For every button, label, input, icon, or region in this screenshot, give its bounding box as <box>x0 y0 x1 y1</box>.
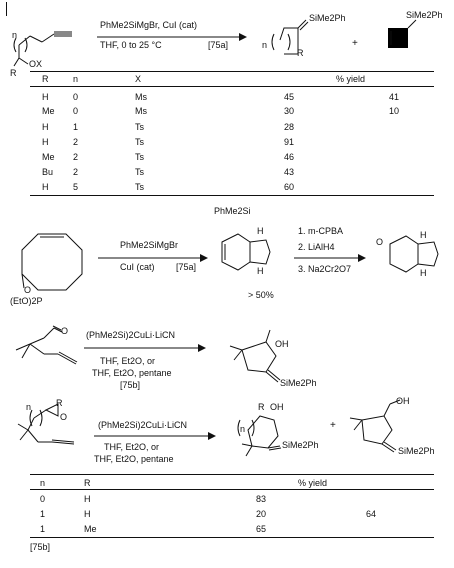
table1-cell-r: H <box>42 122 49 132</box>
scheme4-substrate-structure <box>8 400 98 460</box>
table1-cell-n: 2 <box>73 167 79 177</box>
table1-header-n: n <box>73 74 79 84</box>
table1-cell-x: Ts <box>135 182 144 192</box>
table1-cell-x: Ts <box>135 137 144 147</box>
scheme2-product-h1: H <box>257 226 264 236</box>
scheme4-substrate-n: n <box>26 402 32 412</box>
scheme1-product2-structure <box>384 20 424 60</box>
scheme2-substrate-eto: (EtO)2P <box>10 296 43 306</box>
table2-cell-r: H <box>84 509 91 519</box>
scheme2-reagent: PhMe2SiMgBr <box>120 240 179 250</box>
table2-cell-n: 1 <box>40 524 46 534</box>
table2-cell-n: 1 <box>40 509 46 519</box>
table1-cell-yield1: 43 <box>284 167 295 177</box>
scheme1-ref: [75a] <box>208 40 229 50</box>
scheme2-final-o: O <box>376 237 384 247</box>
table1-cell-yield1: 45 <box>284 92 295 102</box>
table1-header-r: R <box>42 74 49 84</box>
scheme4-product1-n: n <box>240 424 246 434</box>
scheme1-product1-n: n <box>262 40 268 50</box>
scheme4-substrate-r: R <box>56 398 63 408</box>
scheme2-ref: [75a] <box>176 262 197 272</box>
scheme4-product2-si: SiMe2Ph <box>398 446 435 456</box>
table1-cell-yield1: 91 <box>284 137 295 147</box>
table2-header-rule <box>30 489 434 490</box>
scheme3-substrate-structure <box>6 320 91 385</box>
scheme4-cond-1: THF, Et2O, or <box>104 442 160 452</box>
table1-cell-n: 2 <box>73 137 79 147</box>
scheme2-step-1: 1. m-CPBA <box>298 226 344 236</box>
table2-header-yield: % yield <box>298 478 328 488</box>
table2-cell-r: H <box>84 494 91 504</box>
scheme4-ref: [75b] <box>30 542 51 552</box>
scheme3-substrate-o: O <box>61 326 69 336</box>
table1-cell-x: Ts <box>135 152 144 162</box>
table1-cell-r: H <box>42 92 49 102</box>
table1-header-x: X <box>135 74 142 84</box>
table2-cell-r: Me <box>84 524 97 534</box>
table1-bottom-rule <box>30 195 434 196</box>
scheme1-plus: + <box>352 38 358 49</box>
scheme4-arrow <box>94 432 216 440</box>
scheme4-product1-oh: OH <box>270 402 284 412</box>
scheme1-substrate-ox: OX <box>29 59 43 69</box>
table1-cell-yield1: 30 <box>284 106 295 116</box>
table1-cell-x: Ms <box>135 106 147 116</box>
table2-top-rule <box>30 474 434 475</box>
scheme3-reagent: (PhMe2Si)2CuLi·LiCN <box>86 330 176 340</box>
scheme2-step-2: 2. LiAlH4 <box>298 242 335 252</box>
scheme3-cond-1: THF, Et2O, or <box>100 356 156 366</box>
table2-cell-n: 0 <box>40 494 46 504</box>
scheme2-yield: > 50% <box>248 290 274 300</box>
table1-header-yield: % yield <box>336 74 366 84</box>
table1-cell-x: Ms <box>135 92 147 102</box>
table1-cell-yield1: 60 <box>284 182 295 192</box>
table1-cell-x: Ts <box>135 122 144 132</box>
scheme2-arrow-2 <box>294 254 366 262</box>
table1-cell-yield1: 46 <box>284 152 295 162</box>
scheme4-substrate-o: O <box>60 412 68 422</box>
scheme3-arrow <box>84 344 206 352</box>
table1-cell-n: 2 <box>73 152 79 162</box>
scheme1-reagent: PhMe2SiMgBr, CuI (cat) <box>100 20 198 30</box>
scheme2-final-h1: H <box>420 230 427 240</box>
table1-cell-r: H <box>42 137 49 147</box>
scheme2-substrate-o: O <box>24 285 32 295</box>
scheme3-product-si: SiMe2Ph <box>280 378 317 388</box>
scheme2-final-structure <box>380 226 450 286</box>
scheme2-product-h2: H <box>257 266 264 276</box>
scheme1-substrate-r: R <box>10 68 17 78</box>
table1-cell-n: 5 <box>73 182 79 192</box>
table2-header-r: R <box>84 478 91 488</box>
scheme1-product1-si: SiMe2Ph <box>309 13 346 23</box>
scheme1-substrate-structure <box>10 8 90 78</box>
table1-cell-yield2: 10 <box>389 106 400 116</box>
table1-cell-r: Me <box>42 152 55 162</box>
table2-header-n: n <box>40 478 46 488</box>
table1-header-rule <box>30 86 434 87</box>
scheme1-product2-si: SiMe2Ph <box>406 10 443 20</box>
scheme3-cond-2: THF, Et2O, pentane <box>92 368 172 378</box>
scheme2-final-h2: H <box>420 268 427 278</box>
scheme4-cond-2: THF, Et2O, pentane <box>94 454 174 464</box>
table2-cell-yield2: 64 <box>366 509 377 519</box>
scheme2-product-si: PhMe2Si <box>214 206 251 216</box>
scheme2-step-3: 3. Na2Cr2O7 <box>298 264 352 274</box>
table2-cell-yield1: 83 <box>256 494 267 504</box>
table1-cell-yield1: 28 <box>284 122 295 132</box>
table1-cell-x: Ts <box>135 167 144 177</box>
scheme1-conditions: THF, 0 to 25 °C <box>100 40 162 50</box>
table1-cell-r: H <box>42 182 49 192</box>
table1-cell-n: 0 <box>73 106 79 116</box>
table2-bottom-rule <box>30 537 434 538</box>
scheme4-product1-si: SiMe2Ph <box>282 440 319 450</box>
scheme3-ref: [75b] <box>120 380 141 390</box>
table1-cell-n: 0 <box>73 92 79 102</box>
table2-cell-yield1: 65 <box>256 524 267 534</box>
scheme1-substrate-n: n <box>12 30 18 40</box>
table1-cell-r: Bu <box>42 167 54 177</box>
table1-cell-n: 1 <box>73 122 79 132</box>
scheme4-plus: + <box>330 420 336 431</box>
table1-cell-r: Me <box>42 106 55 116</box>
scheme4-product2-oh: OH <box>396 396 410 406</box>
table1-cell-yield2: 41 <box>389 92 400 102</box>
table1-top-rule <box>30 71 434 72</box>
scheme2-product-structure <box>208 222 278 282</box>
table2-cell-yield1: 20 <box>256 509 267 519</box>
margin-mark <box>6 2 7 16</box>
scheme3-product-oh: OH <box>275 339 289 349</box>
scheme1-product1-r: R <box>297 48 304 58</box>
scheme4-product1-r: R <box>258 402 265 412</box>
scheme2-conditions: CuI (cat) <box>120 262 155 272</box>
scheme2-arrow <box>98 254 208 262</box>
scheme4-reagent: (PhMe2Si)2CuLi·LiCN <box>98 420 188 430</box>
